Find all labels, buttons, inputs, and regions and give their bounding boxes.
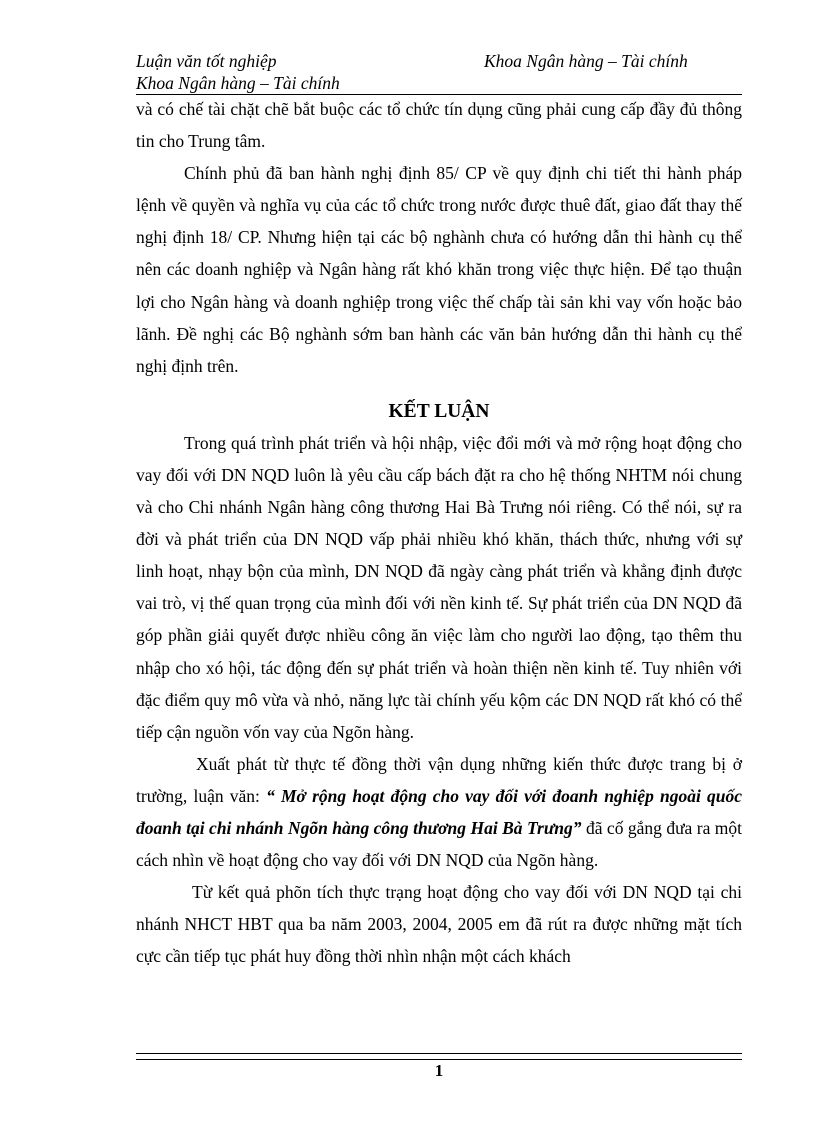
paragraph-decree: Chính phủ đã ban hành nghị định 85/ CP về quy định chi tiết thi hành pháp lệnh về quyền và nghĩa vụ của các tổ chức trong nước được thuê đất, giao đất thay thế nghị định 18/ CP. Nhưng hiện tại các bộ nghành chưa có hướng dẫn thi hành cụ thể nên các doanh nghiệp và Ngân hàng rất khó khăn trong việc thực hiện. Để tạo thuận lợi cho Ngân hàng và doanh nghiệp trong việc thế chấp tài sản khi vay vốn hoặc bảo lãnh. Đề nghị các Bộ nghành sớm ban hành các văn bản hướng dẫn thi hành cụ thể nghị định trên. [136,163,742,376]
thesis-title-quote: “ Mở rộng hoạt động cho vay đối với đoanh nghiệp ngoài quốc đoanh tại chi nhánh Ngõn hàng công thương Hai Bà Trưng” [136,785,742,838]
header-thesis-label: Luận văn tốt nghiệp [136,51,277,71]
header-faculty-label-secondary: Khoa Ngân hàng – Tài chính [136,73,340,93]
footer-divider [136,1053,742,1060]
section-heading-conclusion: KẾT LUẬN [388,400,490,422]
paragraph-conclusion-3: Từ kết quả phõn tích thực trạng hoạt động cho vay đối với DN NQD tại chi nhánh NHCT HBT qua ba năm 2003, 2004, 2005 em đã rút ra được những mặt tích cực cần tiếp tục phát huy đồng thời nhìn nhận một cách khách [136,882,742,967]
document-body [136,93,742,972]
paragraph-conclusion-2 [136,748,742,876]
paragraph-conclusion-2-rest: đã cố gắng đưa ra một cách nhìn về hoạt động cho vay đối với DN NQD của Ngõn hàng. [136,817,742,871]
page-number: 1 [434,1061,444,1080]
header-row-2 [136,72,742,94]
paragraph-conclusion-2-intro: Xuất phát từ thực tế đồng thời vận dụng những kiến thức được trang bị ở trường, luận văn: [136,753,742,806]
header-faculty-label: Khoa Ngân hàng – Tài chính [484,51,688,71]
paragraph-continued: và có chế tài chặt chẽ bắt buộc các tổ chức tín dụng cũng phải cung cấp đầy đủ thông tin cho Trung tâm. [136,99,742,152]
header-row-1 [136,50,742,72]
page-header [136,50,742,94]
paragraph-conclusion-1: Trong quá trình phát triển và hội nhập, việc đổi mới và mở rộng hoạt động cho vay đối với DN NQD luôn là yêu cầu cấp bách đặt ra cho hệ thống NHTM nói chung và cho Chi nhánh Ngân hàng công thương Hai Bà Trưng nói riêng. Có thể nói, sự ra đời và phát triển của DN NQD vấp phải nhiều khó khăn, thách thức, nhưng với sự linh hoạt, nhạy bộn của mình, DN NQD đã ngày càng phát triển và khẳng định được vai trò, vị thế quan trọng của mình đối với nền kinh tế. Sự phát triển của DN NQD đã góp phần giải quyết được nhiều công ăn việc làm cho người lao động, tạo thêm thu nhập cho xó hội, tác động đến sự phát triển và hoàn thiện nền kinh tế. Tuy nhiên với đặc điểm quy mô vừa và nhỏ, năng lực tài chính yếu kộm các DN NQD rất khó có thể tiếp cận nguồn vốn vay của Ngõn hàng. [136,432,742,742]
